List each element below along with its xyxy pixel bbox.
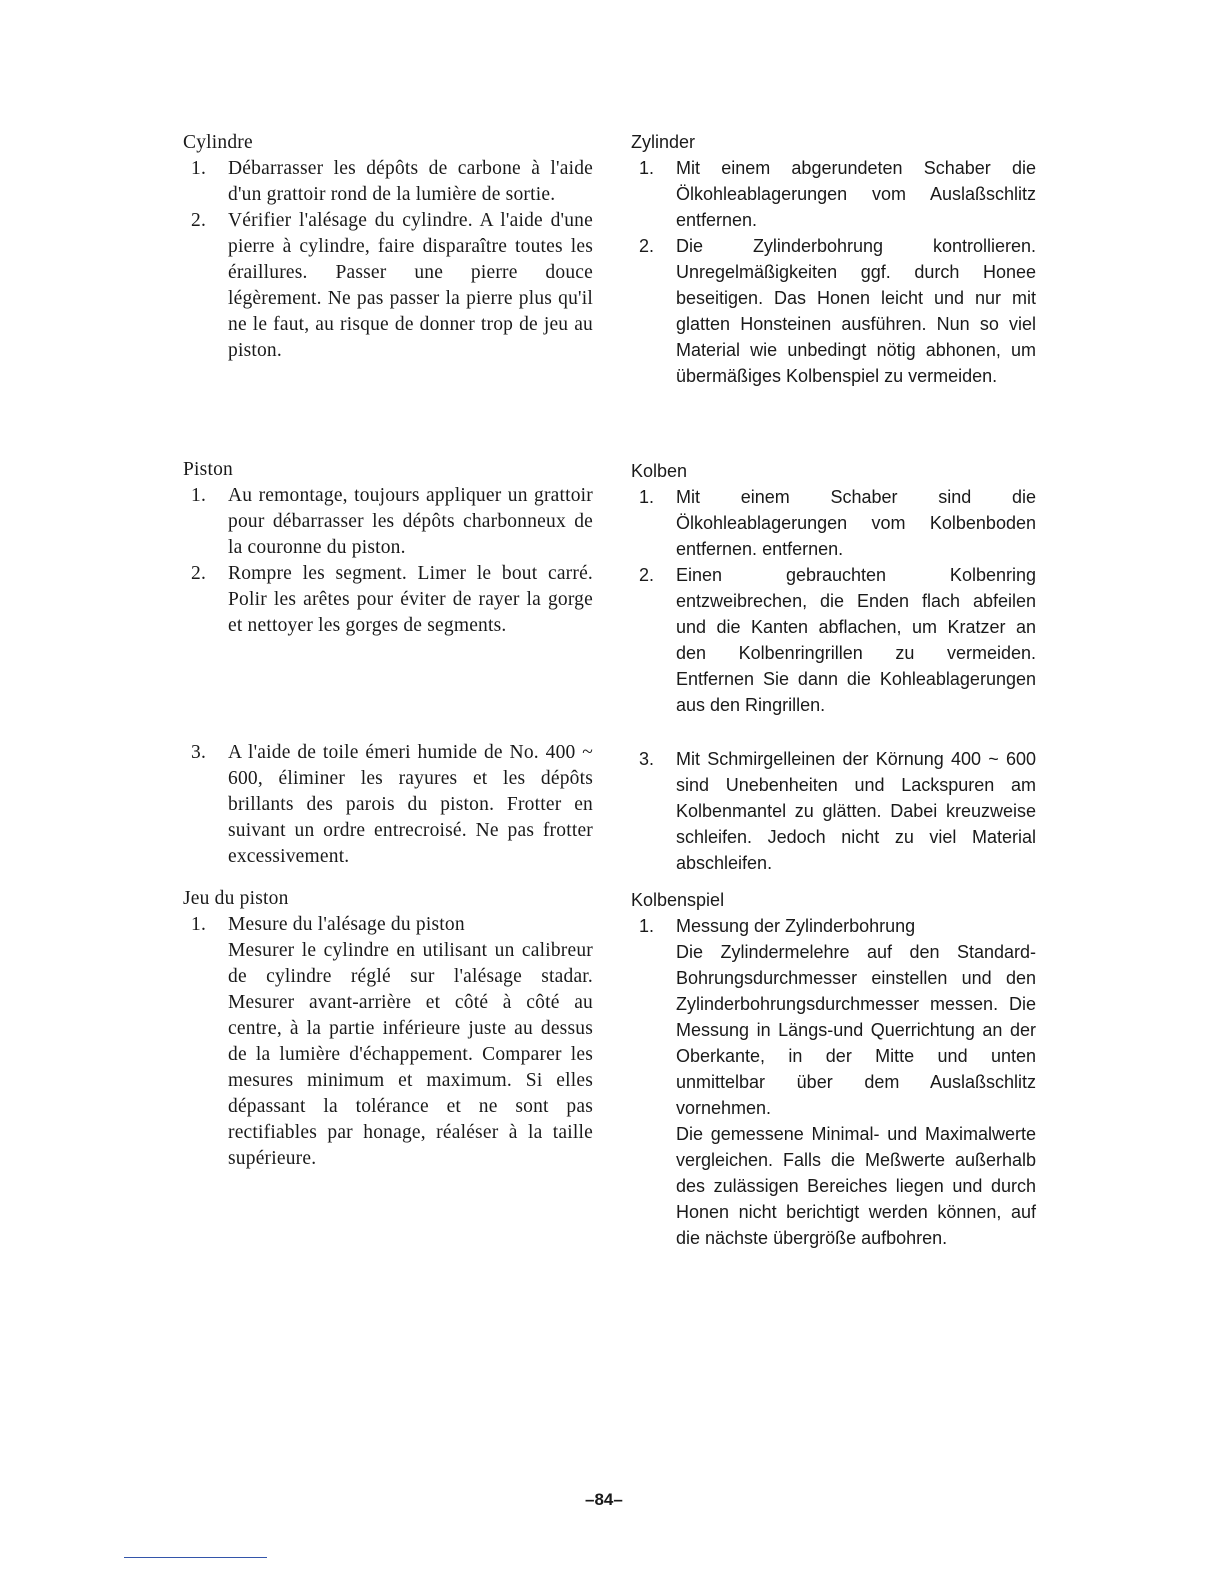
item-text: Die Zylinderbohrung kontrollieren. Unregelmäßigkeiten ggf. durch Honee beseitigen. Das Honen leicht und nur mit glatten Honsteinen ausführen. Nun so viel Material wie unbedingt nötig abhonen, um übermäßiges Kolbenspiel zu vermeiden. [676,236,1036,386]
list-item [183,561,593,639]
item-body [228,912,593,1172]
item-body [676,913,1036,1251]
section-heading: Cylindre [183,132,253,153]
item-title: Messung der Zylinderbohrung [676,916,916,936]
item-text: Rompre les segment. Limer le bout carré. Polir les arêtes pour éviter de rayer la gorge et nettoyer les gorges de segments. [228,563,593,636]
item-text: Mit einem abgerundeten Schaber die Ölkohleablagerungen vom Auslaßschlitz entfernen. [676,158,1036,230]
item-number: 2. [639,236,655,256]
fr-cylinder-section [183,130,593,364]
list-item [631,913,1036,1251]
list-item [183,912,593,1172]
list-item [631,155,1036,233]
list-item [183,740,593,870]
list-item [631,746,1036,876]
section-heading: Kolben [631,461,688,481]
section-heading: Zylinder [631,132,696,152]
list-item [183,156,593,208]
item-number: 1. [639,487,655,507]
bottom-rule [124,1557,267,1558]
item-number: 2. [191,210,207,231]
fr-clearance-section [183,886,593,1172]
item-text: Einen gebrauchten Kolbenring entzweibrechen, die Enden flach abfeilen und die Kanten abflachen, um Kratzer an den Kolbenringrillen zu vermeiden. Entfernen Sie dann die Kohleablagerungen aus den Ringrillen. [676,565,1036,715]
item-text: Vérifier l'alésage du cylindre. A l'aide d'une pierre à cylindre, faire disparaître toutes les éraillures. Passer une pierre douce légèrement. Ne pas passer la pierre plus qu'il ne le faut, au risque de donner trop de jeu au piston. [228,210,593,361]
item-number: 1. [639,158,655,178]
de-cylinder-section [631,129,1036,389]
list-item [631,562,1036,718]
item-number: 1. [639,916,655,936]
list-item [631,484,1036,562]
section-heading: Jeu du piston [183,888,289,909]
item-number: 1. [191,158,207,179]
de-piston-item-3 [631,746,1036,876]
section-heading: Kolbenspiel [631,890,725,910]
item-text: Mit einem Schaber sind die Ölkohleablagerungen vom Kolbenboden entfernen. entfernen. [676,487,1036,559]
item-number: 1. [191,914,207,935]
item-text: Débarrasser les dépôts de carbone à l'aide d'un grattoir rond de la lumière de sortie. [228,158,593,205]
fr-piston-item-3 [183,740,593,870]
item-number: 3. [191,742,207,763]
item-text-continued: Die gemessene Minimal- und Maximalwerte vergleichen. Falls die Meßwerte außerhalb des zulässigen Bereiches liegen und durch Honen nicht berichtigt werden können, auf die nächste übergröße aufbohren. [676,1124,1036,1248]
item-number: 2. [639,565,655,585]
fr-piston-section [183,457,593,639]
item-text: Mit Schmirgelleinen der Körnung 400 ~ 600 sind Unebenheiten und Lackspuren am Kolbenmantel zu glätten. Dabei kreuzweise schleifen. Jedoch nicht zu viel Material abschleifen. [676,749,1036,873]
de-piston-section [631,458,1036,718]
item-text: Die Zylindermelehre auf den Standard-Bohrungsdurchmesser einstellen und den Zylinderbohrungsdurchmesser messen. Die Messung in Längs-und Querrichtung an der Oberkante, in der Mitte und unten unmittelbar über dem Auslaßschlitz vornehmen. [676,942,1036,1118]
item-number: 2. [191,563,207,584]
item-title: Mesure du l'alésage du piston [228,914,465,935]
list-item [183,483,593,561]
list-item [183,208,593,364]
item-number: 1. [191,485,207,506]
item-text: Mesurer le cylindre en utilisant un calibreur de cylindre réglé sur l'alésage stadar. Mesurer avant-arrière et côté à côté au centre, à la partie inférieure juste au dessus de la lumière d'échappement. Comparer les mesures minimum et maximum. Si elles dépassant la tolérance et ne sont pas rectifiables par honage, réaléser à la taille supérieure. [228,940,593,1169]
page-number: –84– [585,1490,623,1509]
list-item [631,233,1036,389]
item-text: Au remontage, toujours appliquer un grattoir pour débarrasser les dépôts charbonneux de la couronne du piston. [228,485,593,558]
section-heading: Piston [183,459,233,480]
de-clearance-section [631,887,1036,1251]
item-text: A l'aide de toile émeri humide de No. 400 ~ 600, éliminer les rayures et les dépôts brillants des parois du piston. Frotter en suivant un ordre entrecroisé. Ne pas frotter excessivement. [228,742,593,867]
item-number: 3. [639,749,655,769]
